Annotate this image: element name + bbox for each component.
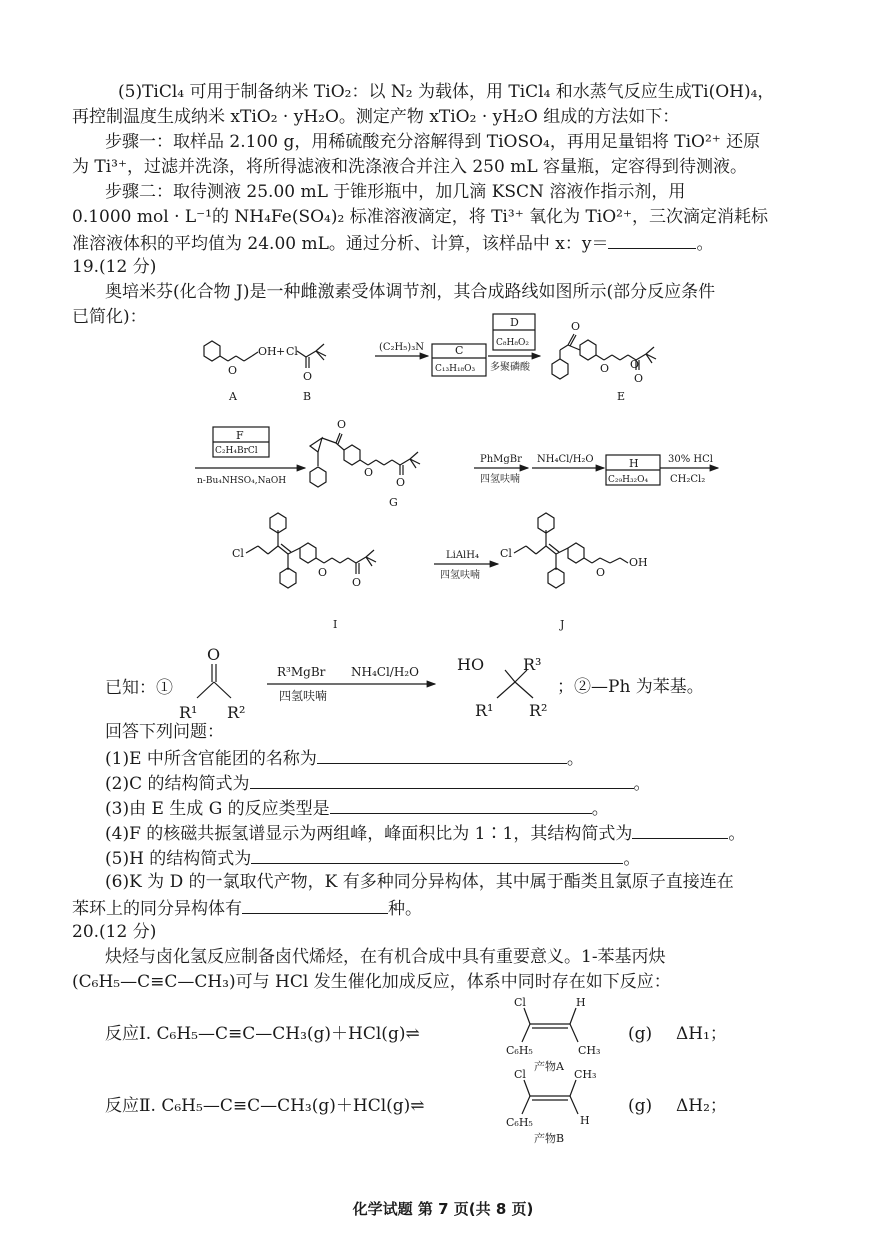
ether-o-label: O (228, 364, 238, 377)
product-B-structure (500, 1066, 620, 1146)
q18-5-step1-line2: 为 Ti³⁺，过滤并洗涤，将所得滤液和洗涤液合并注入 250 mL 容量瓶，定容得到待测液。 (72, 157, 748, 177)
known-reaction-figure (175, 640, 735, 730)
answer-blank-q19-5[interactable] (251, 845, 623, 864)
q18-5-line2: 再控制温度生成纳米 xTiO₂ · yH₂O。测定产物 xTiO₂ · yH₂O 组成的方法如下： (72, 107, 680, 127)
q19-1-prompt: (1)E 中所含官能团的名称为 (105, 749, 317, 769)
compound-label-F: F (236, 429, 244, 442)
ester-o-label-E: O (630, 358, 640, 371)
q20-header: 20.(12 分) (72, 922, 157, 942)
q19-3-prompt: (3)由 E 生成 G 的反应类型是 (105, 799, 330, 819)
benzene-ring-E1 (552, 359, 568, 379)
formula-D: C₈H₈O₂ (496, 338, 529, 348)
reaction-II-equation: 反应Ⅱ. C₆H₅—C≡C—CH₃(g)＋HCl(g)⇌ (105, 1096, 425, 1116)
known-prefix: 已知：① (105, 678, 173, 698)
q19-6-suffix: 种。 (388, 899, 422, 919)
answer-blank-q19-1[interactable] (317, 745, 567, 764)
known-r1: R¹ (179, 703, 198, 722)
cl-label: Cl (286, 345, 298, 358)
ether-o-label-J: O (596, 566, 606, 579)
answer-blank-q19-3[interactable] (330, 795, 592, 814)
prodA-c6h5: C₆H₅ (506, 1044, 533, 1057)
formula-C: C₁₃H₁₈O₃ (435, 364, 476, 374)
reagent-nh4cl: NH₄Cl/H₂O (537, 454, 594, 465)
product-A-structure (500, 994, 620, 1074)
answer-blank-xy[interactable] (608, 230, 696, 249)
prodA-h: H (576, 996, 586, 1009)
carbonyl-o-label-I: O (352, 576, 362, 589)
q18-5-step2-line3 (72, 230, 713, 256)
q18-5-step1-line1: 步骤一：取样品 2.100 g，用稀硫酸充分溶解得到 TiOSO₄，再用足量铝将 TiO²⁺ 还原 (105, 132, 761, 152)
reagent-triethylamine: (C₂H₅)₃N (379, 342, 424, 353)
ketone-o-label-G: O (337, 418, 347, 431)
period: 。 (633, 774, 651, 794)
answer-blank-q19-2[interactable] (250, 770, 634, 789)
prodB-cl: Cl (514, 1068, 526, 1081)
q19-ask: 回答下列问题： (105, 722, 224, 742)
cl-label-I: Cl (232, 547, 244, 560)
cl-label-J: Cl (500, 547, 512, 560)
q19-sub4 (105, 820, 745, 846)
q19-sub5 (105, 845, 640, 871)
compound-label-E: E (617, 390, 626, 403)
benzene-ring-G2 (344, 445, 360, 465)
answer-blank-q19-6[interactable] (242, 895, 388, 914)
q19-5-prompt: (5)H 的结构简式为 (105, 849, 252, 869)
ether-o-label-G: O (364, 466, 374, 479)
compound-label-G: G (389, 496, 398, 509)
known-ho: HO (457, 655, 485, 674)
q20-intro-line2: (C₆H₅—C≡C—CH₃)可与 HCl 发生催化加成反应，体系中同时存在如下反应： (72, 972, 671, 992)
page-footer: 化学试题 第 7 页(共 8 页) (352, 1200, 534, 1218)
q19-2-prompt: (2)C 的结构简式为 (105, 774, 250, 794)
benzene-ring-J3 (568, 543, 584, 563)
known-suffix: ；②—Ph 为苯基。 (557, 677, 704, 697)
prodB-ch3: CH₃ (574, 1068, 597, 1081)
q19-sub2 (105, 770, 651, 796)
benzene-ring-G1 (310, 467, 326, 487)
reaction-II-dh: ΔH₂； (676, 1096, 727, 1116)
ether-o-label-E: O (600, 362, 610, 375)
q18-5-line1: (5)TiCl₄ 可用于制备纳米 TiO₂：以 N₂ 为载体，用 TiCl₄ 和水蒸气反应生成Ti(OH)₄， (118, 82, 775, 102)
q19-header: 19.(12 分) (72, 257, 157, 277)
known-r2: R² (227, 703, 246, 722)
q19-6-prompt: 苯环上的同分异构体有 (72, 899, 242, 919)
reagent-ptc: n-Bu₄NHSO₄,NaOH (197, 476, 287, 486)
benzene-ring-J2 (548, 568, 564, 588)
prodA-ch3: CH₃ (578, 1044, 601, 1057)
reagent-phmgbr: PhMgBr (480, 454, 522, 465)
ether-o-label-I: O (318, 566, 328, 579)
q19-intro-line2: 已简化)： (72, 307, 147, 327)
carbonyl-o-label-E: O (634, 372, 644, 385)
compound-label-J: J (560, 618, 565, 631)
prodB-h: H (580, 1114, 590, 1127)
q20-intro-line1: 炔烃与卤化氢反应制备卤代烯烃，在有机合成中具有重要意义。1-苯基丙炔 (105, 947, 666, 967)
reaction-I-state: (g) (628, 1024, 653, 1044)
q19-sub1 (105, 745, 584, 771)
period: 。 (591, 799, 609, 819)
ketone-o-label: O (571, 320, 581, 333)
known-r3mgbr: R³MgBr (277, 665, 326, 679)
known-r3-product: R³ (523, 655, 542, 674)
answer-blank-q19-4[interactable] (632, 820, 728, 839)
known-o-label: O (207, 645, 221, 664)
prodA-cl: Cl (514, 996, 526, 1009)
period: 。 (696, 234, 714, 254)
oh-label: OH (258, 345, 277, 358)
product-label-B: 产物B (534, 1132, 565, 1145)
q18-5-step2-line1: 步骤二：取待测液 25.00 mL 于锥形瓶中，加几滴 KSCN 溶液作指示剂，用 (105, 182, 686, 202)
known-nh4cl: NH₄Cl/H₂O (351, 665, 419, 679)
known-thf: 四氢呋喃 (279, 689, 328, 703)
reagent-thf: 四氢呋喃 (480, 474, 520, 485)
q19-4-prompt: (4)F 的核磁共振氢谱显示为两组峰，峰面积比为 1∶1，其结构简式为 (105, 824, 633, 844)
benzene-ring-E2 (580, 340, 596, 360)
reagent-polyphosphoric-acid: 多聚磷酸 (490, 362, 530, 373)
reaction-I-dh: ΔH₁； (676, 1024, 727, 1044)
q19-sub6-line2 (72, 895, 422, 921)
period: 。 (623, 849, 641, 869)
reagent-lialh4: LiAlH₄ (446, 550, 479, 561)
formula-F: C₂H₄BrCl (215, 446, 258, 456)
formula-H: C₂₉H₃₂O₄ (608, 475, 649, 485)
q18-5-step2-line2: 0.1000 mol · L⁻¹的 NH₄Fe(SO₄)₂ 标准溶液滴定，将 Ti³⁺ 氧化为 TiO²⁺，三次滴定消耗标 (72, 207, 768, 227)
plus-sign: + (276, 345, 286, 358)
period: 。 (566, 749, 584, 769)
q18-5-answer-prompt: 准溶液体积的平均值为 24.00 mL。通过分析、计算，该样品中 x：y＝ (72, 234, 609, 254)
product-label-A: 产物A (534, 1060, 564, 1073)
carbonyl-o-label: O (303, 370, 313, 383)
benzene-ring-I2 (280, 568, 296, 588)
reagent-thf-2: 四氢呋喃 (440, 570, 480, 581)
q19-sub3 (105, 795, 609, 821)
period: 。 (728, 824, 746, 844)
reaction-II-state: (g) (628, 1096, 653, 1116)
prodB-c6h5: C₆H₅ (506, 1116, 533, 1129)
benzene-ring-A (204, 341, 220, 361)
known-r2-product: R² (529, 701, 548, 720)
compound-label-I: I (333, 618, 338, 631)
reagent-hcl: 30% HCl (668, 454, 713, 465)
synthesis-scheme (0, 308, 886, 653)
known-r1-product: R¹ (475, 701, 494, 720)
reaction-I-equation: 反应Ⅰ. C₆H₅—C≡C—CH₃(g)＋HCl(g)⇌ (105, 1024, 420, 1044)
compound-label-D: D (510, 316, 519, 329)
compound-label-C: C (455, 344, 464, 357)
reagent-dcm: CH₂Cl₂ (670, 474, 706, 485)
oh-label-J: OH (629, 556, 648, 569)
benzene-ring-I3 (300, 543, 316, 563)
compound-label-A: A (229, 390, 237, 403)
q19-sub6-line1: (6)K 为 D 的一氯取代产物，K 有多种同分异构体，其中属于酯类且氯原子直接连在 (105, 872, 734, 892)
compound-label-H: H (629, 457, 639, 470)
q19-intro-line1: 奥培米芬(化合物 J)是一种雌激素受体调节剂，其合成路线如图所示(部分反应条件 (105, 282, 716, 302)
carbonyl-o-label-G: O (396, 476, 406, 489)
compound-label-B: B (303, 390, 312, 403)
